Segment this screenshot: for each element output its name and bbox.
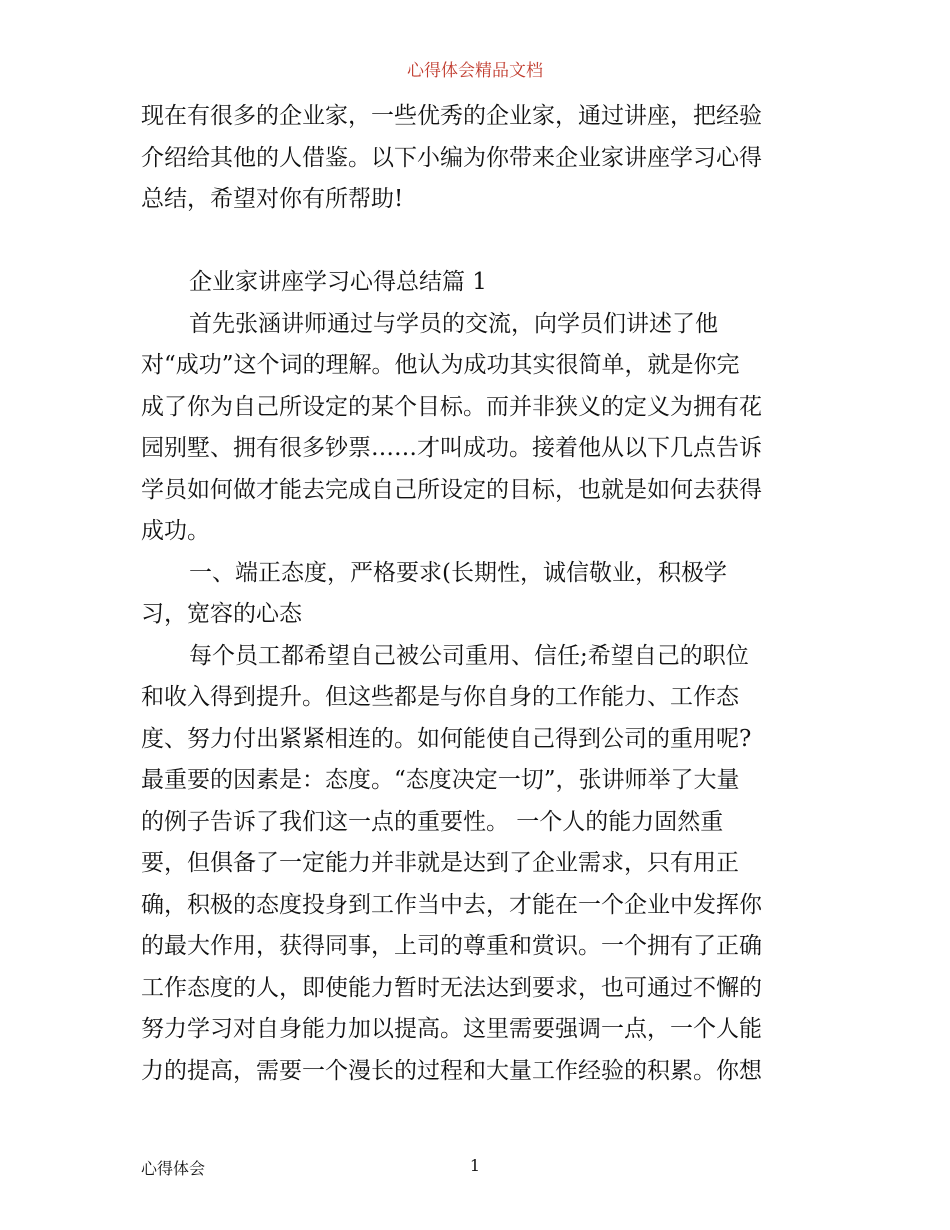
page-number: 1 bbox=[469, 1156, 481, 1175]
paragraph-line: 学员如何做才能去完成自己所设定的目标，也就是如何去获得 bbox=[141, 476, 762, 503]
paragraph-line: 首先张涵讲师通过与学员的交流，向学员们讲述了他 bbox=[189, 310, 718, 337]
paragraph-line: 努力学习对自身能力加以提高。这里需要强调一点，一个人能 bbox=[141, 1016, 762, 1042]
point-line: 一、端正态度，严格要求(长期性，诚信敬业，积极学 bbox=[189, 559, 727, 586]
paragraph-line: 确，积极的态度投身到工作当中去，才能在一个企业中发挥你 bbox=[141, 891, 762, 918]
paragraph-line: 对“成功”这个词的理解。他认为成功其实很简单，就是你完 bbox=[141, 352, 740, 378]
intro-line: 总结，希望对你有所帮助! bbox=[141, 186, 404, 212]
section-heading: 企业家讲座学习心得总结篇 1 bbox=[189, 269, 487, 295]
paragraph-line: 度、努力付出紧紧相连的。如何能使自己得到公司的重用呢? bbox=[141, 725, 752, 752]
intro-line: 现在有很多的企业家，一些优秀的企业家，通过讲座，把经验 bbox=[141, 103, 762, 129]
document-body bbox=[141, 96, 813, 1092]
intro-line: 介绍给其他的人借鉴。以下小编为你带来企业家讲座学习心得 bbox=[141, 144, 762, 171]
paragraph-line: 园别墅、拥有很多钞票……才叫成功。接着他从以下几点告诉 bbox=[141, 435, 762, 461]
paragraph-line: 最重要的因素是：态度。“态度决定一切”，张讲师举了大量 bbox=[141, 767, 740, 793]
paragraph-line: 和收入得到提升。但这些都是与你自身的工作能力、工作态 bbox=[141, 684, 739, 710]
page-header-title: 心得体会精品文档 bbox=[407, 61, 543, 81]
paragraph-line: 成了你为自己所设定的某个目标。而并非狭义的定义为拥有花 bbox=[141, 393, 762, 420]
paragraph-line: 力的提高，需要一个漫长的过程和大量工作经验的积累。你想 bbox=[141, 1057, 762, 1084]
paragraph-line: 每个员工都希望自己被公司重用、信任;希望自己的职位 bbox=[189, 642, 749, 669]
paragraph-line: 成功。 bbox=[141, 518, 210, 544]
paragraph-spacer bbox=[141, 221, 813, 263]
paragraph-line: 要，但俱备了一定能力并非就是达到了企业需求，只有用正 bbox=[141, 850, 739, 876]
paragraph-line: 工作态度的人，即使能力暂时无法达到要求，也可通过不懈的 bbox=[141, 974, 762, 1001]
point-line: 习，宽容的心态 bbox=[141, 601, 302, 627]
footer-label: 心得体会 bbox=[141, 1159, 206, 1178]
paragraph-line: 的最大作用，获得同事，上司的尊重和赏识。一个拥有了正确 bbox=[141, 933, 762, 959]
paragraph-line: 的例子告诉了我们这一点的重要性。 一个人的能力固然重 bbox=[141, 808, 724, 835]
